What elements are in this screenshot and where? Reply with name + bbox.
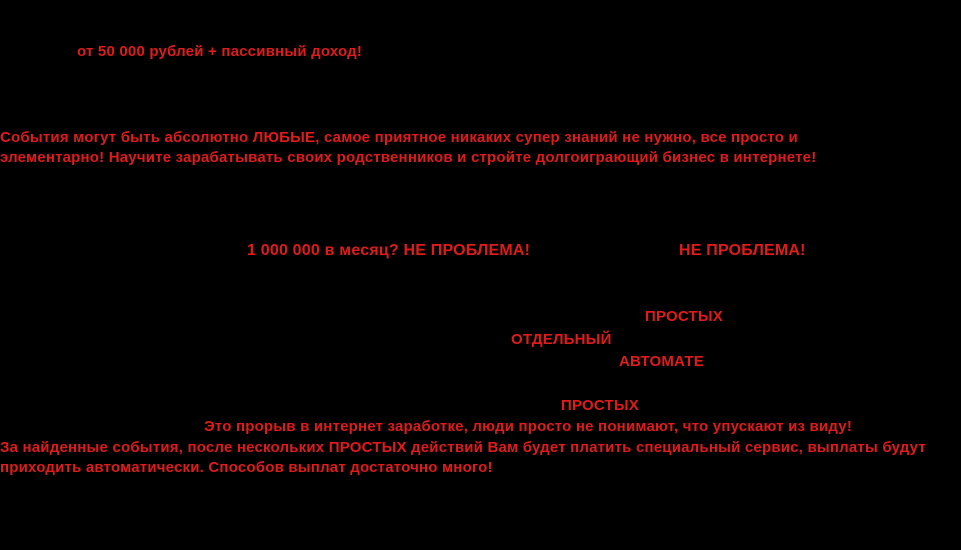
highlight-million-per-month: 1 000 000 в месяц? НЕ ПРОБЛЕМА! xyxy=(247,242,531,259)
highlight-no-problem: НЕ ПРОБЛЕМА! xyxy=(679,242,806,259)
highlight-separate: ОТДЕЛЬНЫЙ xyxy=(511,331,612,348)
headline-text: от 50 000 рублей + пассивный доход! xyxy=(77,43,363,60)
paragraph-intro: События могут быть абсолютно ЛЮБЫЕ, самое приятное никаких супер знаний не нужно, все просто и элементарно! Научите зарабатывать своих родственников и стройте долгоиграющий бизнес в интернете! xyxy=(0,129,817,167)
paragraph-payouts: За найденные события, после нескольких ПРОСТЫХ действий Вам будет платить специальный сервис, выплаты будут приходить автоматически. Способов выплат достаточно много! xyxy=(0,439,931,477)
highlight-simple-2: ПРОСТЫХ xyxy=(561,397,639,414)
highlight-automatic: АВТОМАТЕ xyxy=(619,353,704,370)
highlight-simple-1: ПРОСТЫХ xyxy=(645,308,723,325)
highlight-breakthrough: Это прорыв в интернет заработке, люди просто не понимают, что упускают из виду! xyxy=(204,418,853,435)
